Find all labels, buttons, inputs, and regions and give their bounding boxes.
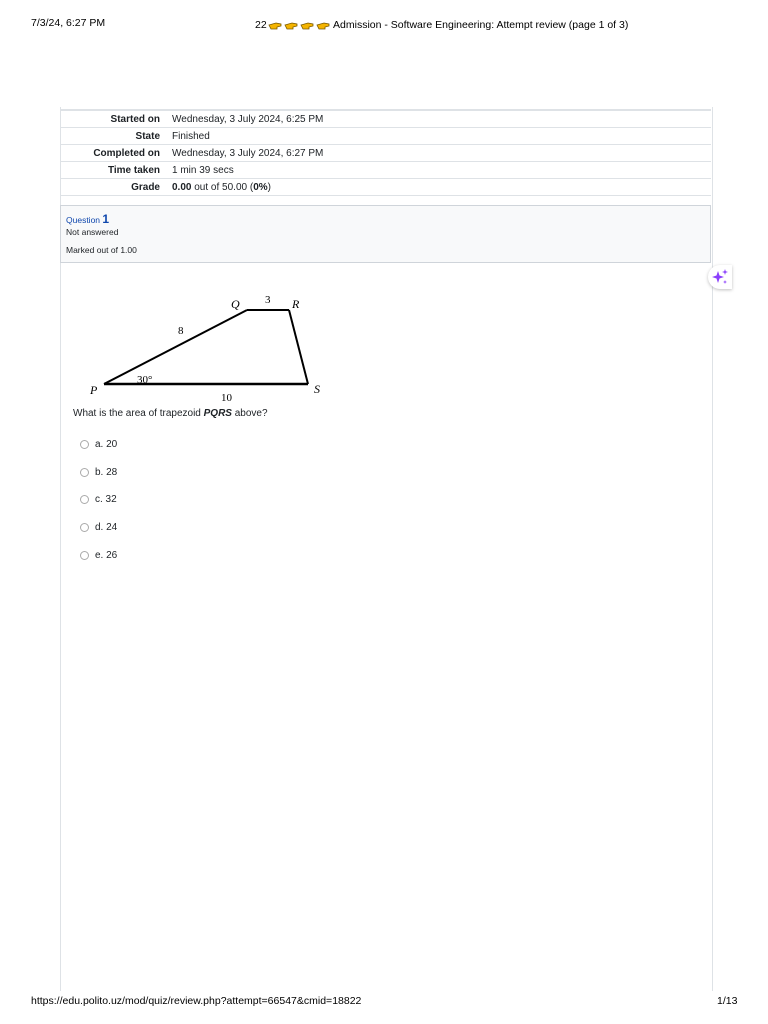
summary-label: Completed on <box>60 145 170 162</box>
trapezoid-figure <box>84 290 334 405</box>
answer-label: b. 28 <box>95 467 118 478</box>
summary-value: Finished <box>170 128 711 145</box>
vertex-label-q: Q <box>231 297 240 311</box>
radio-button[interactable] <box>80 495 89 504</box>
grade-score: 0.00 <box>172 181 192 193</box>
summary-value: Wednesday, 3 July 2024, 6:27 PM <box>170 145 711 162</box>
summary-label: Time taken <box>60 162 170 179</box>
side-label-qr: 3 <box>265 294 271 306</box>
answer-option-b[interactable] <box>80 467 117 478</box>
answer-label: a. 20 <box>95 439 118 450</box>
radio-button[interactable] <box>80 523 89 532</box>
question-text-after: above? <box>231 408 268 419</box>
vertex-label-p: P <box>90 383 98 397</box>
question-label: Question <box>66 215 103 225</box>
side-label-ps: 10 <box>221 392 232 404</box>
vertex-label-s: S <box>314 382 320 396</box>
grade-end: ) <box>267 181 271 193</box>
summary-value: 1 min 39 secs <box>170 162 711 179</box>
answer-label: d. 24 <box>95 522 118 533</box>
pointing-hand-icon <box>284 21 298 30</box>
sparkle-icon <box>708 265 732 289</box>
question-text-before: What is the area of trapezoid <box>73 408 204 419</box>
summary-row-time-taken <box>60 162 711 179</box>
pointing-hand-icon <box>316 21 330 30</box>
attempt-summary-table <box>60 109 711 196</box>
pointing-hand-icon <box>268 21 282 30</box>
ai-assistant-button[interactable] <box>708 265 732 289</box>
summary-row-completed <box>60 145 711 162</box>
grade-percent: 0% <box>253 181 268 193</box>
page-title: Admission - Software Engineering: Attempt review (page 1 of 3) <box>333 19 629 31</box>
summary-value: Wednesday, 3 July 2024, 6:25 PM <box>170 110 711 128</box>
grade-mid: out of 50.00 ( <box>191 181 254 193</box>
summary-label: Started on <box>60 110 170 128</box>
title-prefix: 22 <box>255 19 267 31</box>
vertex-label-r: R <box>292 297 300 311</box>
print-footer-url: https://edu.polito.uz/mod/quiz/review.php?attempt=66547&cmid=18822 <box>31 995 362 1007</box>
answer-option-a[interactable] <box>80 439 117 450</box>
question-marked-out-of: Marked out of 1.00 <box>66 245 137 255</box>
print-footer-page: 1/13 <box>717 995 738 1007</box>
answer-option-e[interactable] <box>80 550 117 561</box>
radio-button[interactable] <box>80 440 89 449</box>
print-header-title <box>255 19 628 31</box>
summary-row-grade <box>60 179 711 196</box>
side-pq <box>104 310 247 384</box>
radio-button[interactable] <box>80 551 89 560</box>
question-number <box>66 212 109 226</box>
summary-row-started <box>60 110 711 128</box>
answer-option-d[interactable] <box>80 522 117 533</box>
summary-label: State <box>60 128 170 145</box>
pointing-hand-icon <box>300 21 314 30</box>
radio-button[interactable] <box>80 468 89 477</box>
question-number-value: 1 <box>102 212 110 226</box>
answer-label: e. 26 <box>95 550 118 561</box>
summary-label: Grade <box>60 179 170 196</box>
answer-option-c[interactable] <box>80 494 117 505</box>
question-text-shape: PQRS <box>203 408 232 419</box>
summary-value <box>170 179 711 196</box>
side-label-pq: 8 <box>178 325 184 337</box>
side-rs <box>289 310 308 384</box>
answer-label: c. 32 <box>95 494 117 505</box>
print-header-datetime: 7/3/24, 6:27 PM <box>31 17 106 29</box>
question-info-box <box>60 205 711 263</box>
question-state: Not answered <box>66 227 119 237</box>
summary-row-state <box>60 128 711 145</box>
angle-label: 30° <box>137 374 153 386</box>
question-text <box>73 408 268 419</box>
